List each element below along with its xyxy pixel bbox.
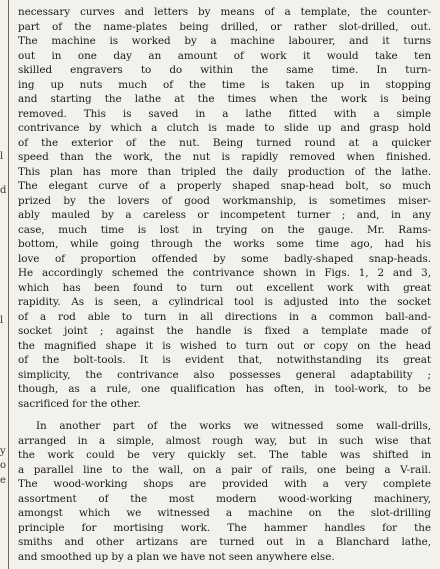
text-line: and starting the lathe at the times when the work is being — [18, 93, 431, 105]
text-line: a parallel line to the wall, on a pair of rails, one being a V-rail. — [18, 463, 431, 476]
text-line: principle for mortising work. The hammer handles for the — [18, 521, 431, 534]
paragraph-2 — [18, 419, 431, 564]
text-line: This plan has more than tripled the daily production of the lathe. — [18, 165, 431, 178]
text-line: In another part of the works we witnessed some wall-drills, — [36, 420, 431, 432]
text-line: the work could be very quickly set. The table was shifted in — [18, 449, 431, 461]
text-line: The wood-working shops are provided with a very complete — [18, 478, 431, 490]
text-line: prized by the lovers of good workmanship, is sometimes miser- — [18, 194, 431, 207]
text-line: though, as a rule, one qualification has often, in tool-work, to be — [18, 383, 431, 395]
text-line: ably mauled by a careless or incompetent turner ; and, in any — [18, 209, 431, 221]
text-line: of a rod able to turn in all directions in a common ball-and- — [18, 310, 431, 323]
text-line: necessary curves and letters by means of a template, the counter- — [18, 6, 431, 18]
paragraph-1 — [18, 5, 431, 411]
margin-fragment: e — [0, 475, 6, 486]
text-line: assortment of the most modern wood-working machinery, — [18, 492, 431, 505]
margin-fragment: d — [0, 185, 7, 196]
text-line: amongst which we witnessed a machine on the slot-drilling — [18, 507, 431, 519]
text-line: sacrificed for the other. — [18, 397, 141, 410]
margin-fragment: l — [0, 151, 4, 162]
text-column — [18, 5, 431, 564]
text-line: case, much time is lost in trying on the gauge. Mr. Rams- — [18, 223, 431, 236]
text-line: The elegant curve of a properly shaped snap-head bolt, so much — [18, 180, 431, 192]
text-line: of the bolt-tools. It is evident that, notwithstanding its great — [18, 354, 431, 366]
text-line: socket joint ; against the handle is fixed a template made of — [18, 325, 431, 337]
text-line: smiths and other artizans are turned out in a Blanchard lathe, — [18, 536, 431, 548]
text-line: He accordingly schemed the contrivance shown in Figs. 1, 2 and 3, — [18, 267, 431, 279]
text-line: part of the name-plates being drilled, or rather slot-drilled, out. — [18, 20, 431, 33]
text-line: the magnified shape it is wished to turn out or copy on the head — [18, 339, 431, 352]
text-line: ing up nuts much of the time is taken up in stopping — [18, 78, 431, 91]
text-line: out in one day an amount of work it would take ten — [18, 49, 431, 62]
text-line: speed than the work, the nut is rapidly removed when finished. — [18, 151, 431, 163]
text-line: love of proportion offended by some badly-shaped snap-heads. — [18, 252, 431, 265]
text-line: bottom, while going through the works some time ago, had his — [18, 238, 431, 250]
column-rule — [8, 0, 9, 569]
margin-fragment: l — [0, 315, 4, 326]
text-line: The machine is worked by a machine labourer, and it turns — [18, 35, 431, 47]
text-line: and smoothed up by a plan we have not seen anywhere else. — [18, 550, 335, 563]
text-line: contrivance by which a clutch is made to slide up and grasp hold — [18, 122, 431, 134]
text-line: of the exterior of the nut. Being turned round at a quicker — [18, 136, 431, 149]
text-line: arranged in a simple, almost rough way, but in such wise that — [18, 434, 431, 447]
margin-fragment: y — [0, 446, 6, 457]
paragraph-gap — [18, 411, 431, 419]
text-line: skilled engravers to do within the same time. In turn- — [18, 64, 431, 76]
margin-fragment: o — [0, 460, 7, 471]
text-line: which has been found to turn out excellent work with great — [18, 281, 431, 294]
text-line: rapidity. As is seen, a cylindrical tool is adjusted into the socket — [18, 296, 431, 308]
text-line: removed. This is saved in a lathe fitted with a simple — [18, 107, 431, 120]
text-line: simplicity, the contrivance also possesses general adaptability ; — [18, 368, 431, 381]
